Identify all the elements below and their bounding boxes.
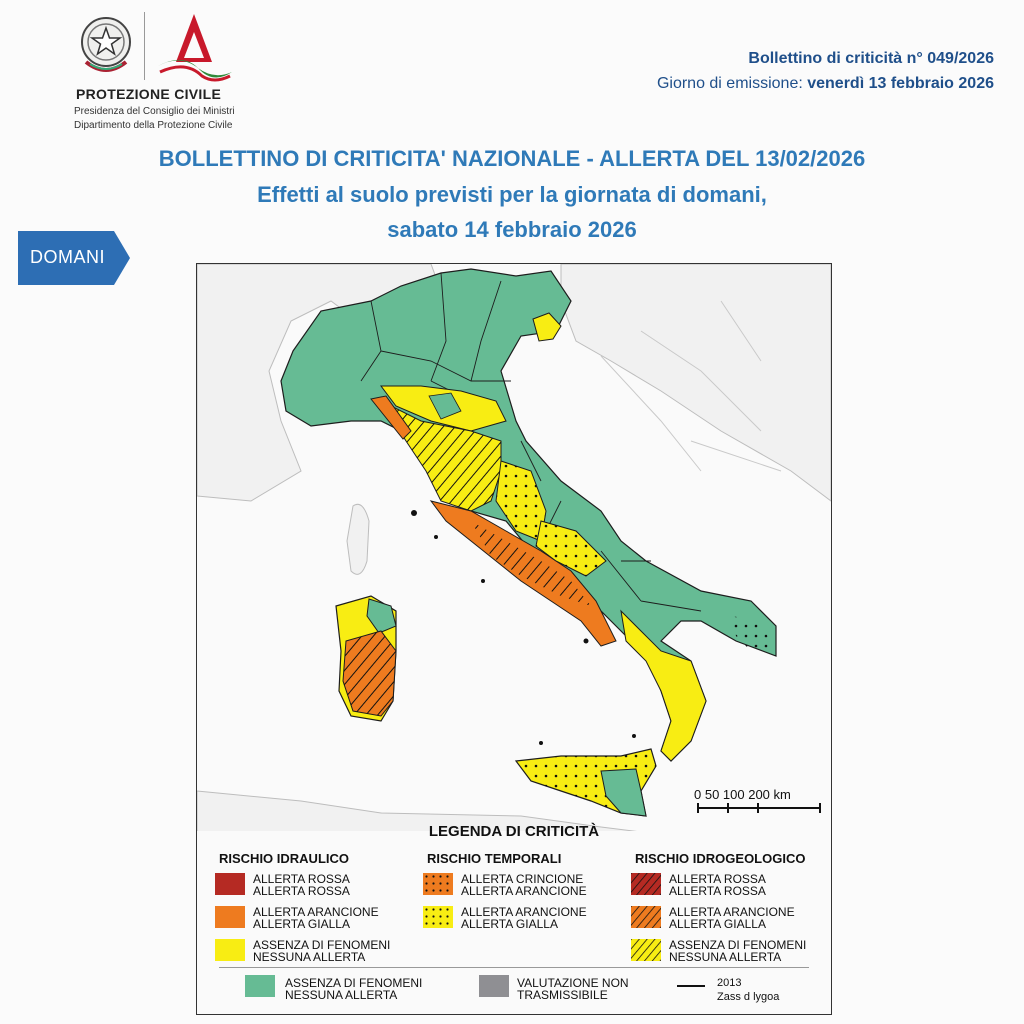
legend-swatch-no-alert-green (245, 975, 275, 997)
bulletin-number: Bollettino di criticità n° 049/2026 (748, 50, 994, 67)
legend-swatch-hydraulic-red (215, 873, 245, 895)
legend-swatch-storms-orange (423, 873, 453, 895)
italian-republic-emblem-icon (76, 12, 136, 82)
legend-col-hydraulic-title: RISCHIO IDRAULICO (219, 851, 349, 866)
scale-bar-icon (690, 786, 830, 826)
logo-divider (144, 12, 145, 80)
alert-map (196, 263, 832, 833)
legend-separator (219, 967, 809, 968)
org-name: PROTEZIONE CIVILE (76, 86, 222, 102)
legend-swatch-hydrogeo-orange (631, 906, 661, 928)
island-giglio (434, 535, 438, 539)
emission-label: Giorno di emissione: (656, 75, 803, 92)
legend-title: LEGENDA DI CRITICITÀ (428, 823, 600, 840)
legend-storms-yellow-line1: ALLERTA ARANCIONE (461, 905, 587, 919)
corsica-land (347, 504, 369, 574)
emission-info (657, 75, 994, 93)
legend-storms-orange-line1: ALLERTA CRINCIONE (461, 872, 584, 886)
legend-swatch-hydrogeo-red (631, 873, 661, 895)
legend-panel (196, 823, 832, 1015)
emission-date: venerdì 13 febbraio 2026 (807, 75, 994, 92)
sardinia-hatch (343, 631, 396, 716)
legend-hydraulic-orange-line2: ALLERTA GIALLA (253, 917, 350, 931)
legend-border-line-icon (677, 985, 705, 987)
legend-hydraulic-red-line2: ALLERTA ROSSA (253, 884, 350, 898)
island-ustica (539, 741, 543, 745)
legend-storms-orange-line2: ALLERTA ARANCIONE (461, 884, 587, 898)
legend-swatch-hydraulic-orange (215, 906, 245, 928)
island-eolie (632, 734, 636, 738)
legend-hydrogeo-yellow-line1: ASSENZA DI FENOMENI (669, 938, 807, 952)
subtitle-line-1: Effetti al suolo previsti per la giornata di domani, (257, 182, 767, 207)
legend-hydraulic-red-line1: ALLERTA ROSSA (253, 872, 350, 886)
legend-hydrogeo-orange-line2: ALLERTA GIALLA (669, 917, 766, 931)
domani-tab-label[interactable]: DOMANI (30, 247, 105, 267)
legend-border-line1: 2013 (717, 977, 742, 989)
protezione-civile-logo-icon (154, 10, 234, 82)
legend-not-transmissible-line1: VALUTAZIONE NON (517, 976, 629, 990)
logo-block (68, 8, 248, 136)
legend-no-alert-line2: NESSUNA ALLERTA (285, 988, 398, 1002)
org-subtitle-presidency: Presidenza del Consiglio dei Ministri (74, 106, 235, 117)
legend-not-transmissible-line2: TRASMISSIBILE (517, 988, 608, 1002)
scale-label: 0 50 100 200 km (694, 787, 791, 802)
legend-swatch-hydrogeo-yellow (631, 939, 661, 961)
legend-hydrogeo-orange-line1: ALLERTA ARANCIONE (669, 905, 795, 919)
legend-swatch-storms-yellow (423, 906, 453, 928)
legend-hydraulic-yellow-line2: NESSUNA ALLERTA (253, 950, 366, 964)
legend-hydrogeo-red-line1: ALLERTA ROSSA (669, 872, 766, 886)
island-capri (584, 639, 589, 644)
legend-hydraulic-orange-line1: ALLERTA ARANCIONE (253, 905, 379, 919)
legend-storms-yellow-line2: ALLERTA GIALLA (461, 917, 558, 931)
main-title: BOLLETTINO DI CRITICITA' NAZIONALE - ALLERTA DEL 13/02/2026 (158, 146, 866, 171)
legend-hydraulic-yellow-line1: ASSENZA DI FENOMENI (253, 938, 391, 952)
legend-swatch-not-transmissible (479, 975, 509, 997)
legend-col-storms-title: RISCHIO TEMPORALI (427, 851, 562, 866)
subtitle-line-2: sabato 14 febbraio 2026 (387, 217, 637, 242)
island-ponza (481, 579, 485, 583)
legend-no-alert-line1: ASSENZA DI FENOMENI (285, 976, 423, 990)
org-subtitle-department: Dipartimento della Protezione Civile (74, 120, 233, 131)
legend-border-line2: Zass d lygoa (717, 991, 780, 1003)
legend-hydrogeo-red-line2: ALLERTA ROSSA (669, 884, 766, 898)
legend-hydrogeo-yellow-line2: NESSUNA ALLERTA (669, 950, 782, 964)
legend-swatch-hydraulic-yellow (215, 939, 245, 961)
island-elba (411, 510, 417, 516)
italy-alert-map-svg (197, 264, 831, 832)
legend-col-hydrogeological-title: RISCHIO IDROGEOLOGICO (635, 851, 806, 866)
